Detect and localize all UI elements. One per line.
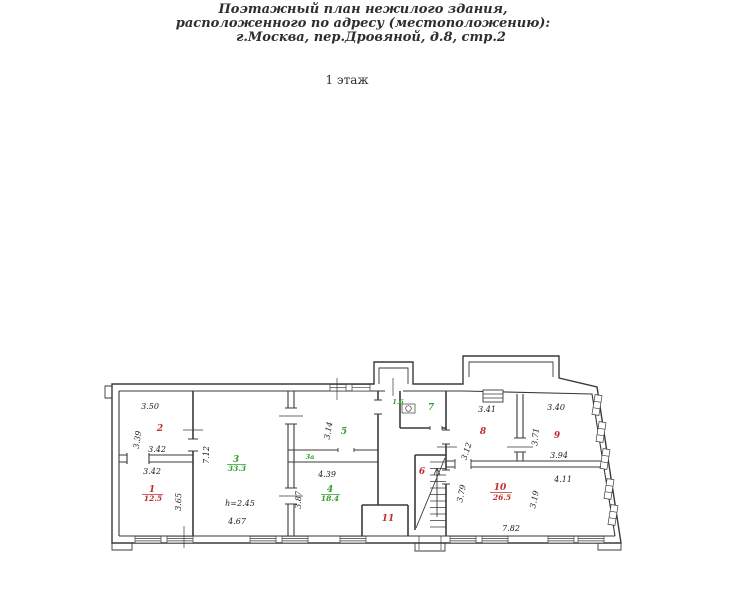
pilaster-top-left	[105, 386, 112, 398]
room-6-label: 6	[418, 467, 426, 477]
dimension-label: 7.12	[202, 446, 211, 464]
dimension-label: 3.65	[173, 492, 184, 511]
room-8-label: 8	[479, 427, 487, 437]
terrace-steps	[483, 390, 503, 402]
entrance-porch	[379, 368, 408, 384]
dimension-label: 3.41	[478, 405, 496, 414]
room-number: 10	[493, 483, 507, 493]
floor-label: 1 этаж	[325, 73, 369, 87]
room-3-label	[227, 455, 246, 473]
room-area: 26.5	[492, 493, 512, 502]
dimension-label: 3.71	[530, 427, 541, 447]
dimension-label: 3.14	[322, 421, 335, 441]
sink-icon	[402, 404, 415, 413]
title-line-1: Поэтажный план нежилого здания,	[218, 2, 508, 17]
window-row-right	[592, 395, 618, 526]
room-5-label: 5	[340, 427, 348, 437]
room-9-label: 9	[553, 431, 561, 441]
room-10-label	[490, 483, 512, 502]
room-number: 4	[326, 485, 334, 495]
annex-label-b: 1.6	[392, 398, 404, 406]
room-7-label: 7	[427, 403, 435, 413]
dimension-label: 3.79	[455, 483, 468, 504]
dimension-label: 3.50	[141, 402, 159, 411]
interior-walls	[119, 391, 601, 536]
room-11-label: 11	[381, 514, 395, 524]
pilaster-bottom-left	[112, 543, 132, 550]
room-1-label	[142, 485, 163, 503]
dimension-label: 7.82	[502, 524, 520, 533]
room-2-label: 2	[156, 424, 164, 434]
dimension-label: 3.94	[550, 451, 568, 460]
dimension-label: 3.87	[293, 490, 304, 509]
terrace	[469, 362, 553, 377]
header	[176, 2, 551, 87]
dimension-label: 3.12	[459, 441, 474, 462]
entrance-step-bottom	[415, 543, 445, 551]
title-line-2: расположенного по адресу (местоположению):	[175, 16, 551, 31]
dimension-label: 3.42	[148, 445, 166, 454]
room-area: 12.5	[143, 494, 163, 503]
dimension-label: 3.39	[131, 430, 144, 450]
title-line-3: г.Москва, пер.Дровяной, д.8, стр.2	[236, 30, 506, 45]
dimension-label: 4.11	[554, 475, 572, 484]
window-row-bottom	[135, 536, 604, 543]
dimension-label: 3.40	[547, 403, 565, 412]
dimension-label: 4.67	[228, 517, 246, 526]
room-number: 1	[148, 485, 156, 495]
pilaster-bottom-right	[598, 543, 621, 550]
room-area: 18.4	[320, 494, 340, 503]
dimension-label: 3.19	[528, 489, 541, 510]
annex-label-a: 3а	[305, 453, 315, 461]
room-4-label	[321, 485, 340, 503]
room-area: 33.3	[227, 464, 247, 473]
window-row-top	[330, 385, 370, 392]
dimension-label: 4.39	[318, 470, 336, 479]
dimension-label: 3.42	[143, 467, 161, 476]
room-number: 3	[232, 455, 240, 465]
ceiling-height-note: h=2.45	[225, 499, 255, 508]
